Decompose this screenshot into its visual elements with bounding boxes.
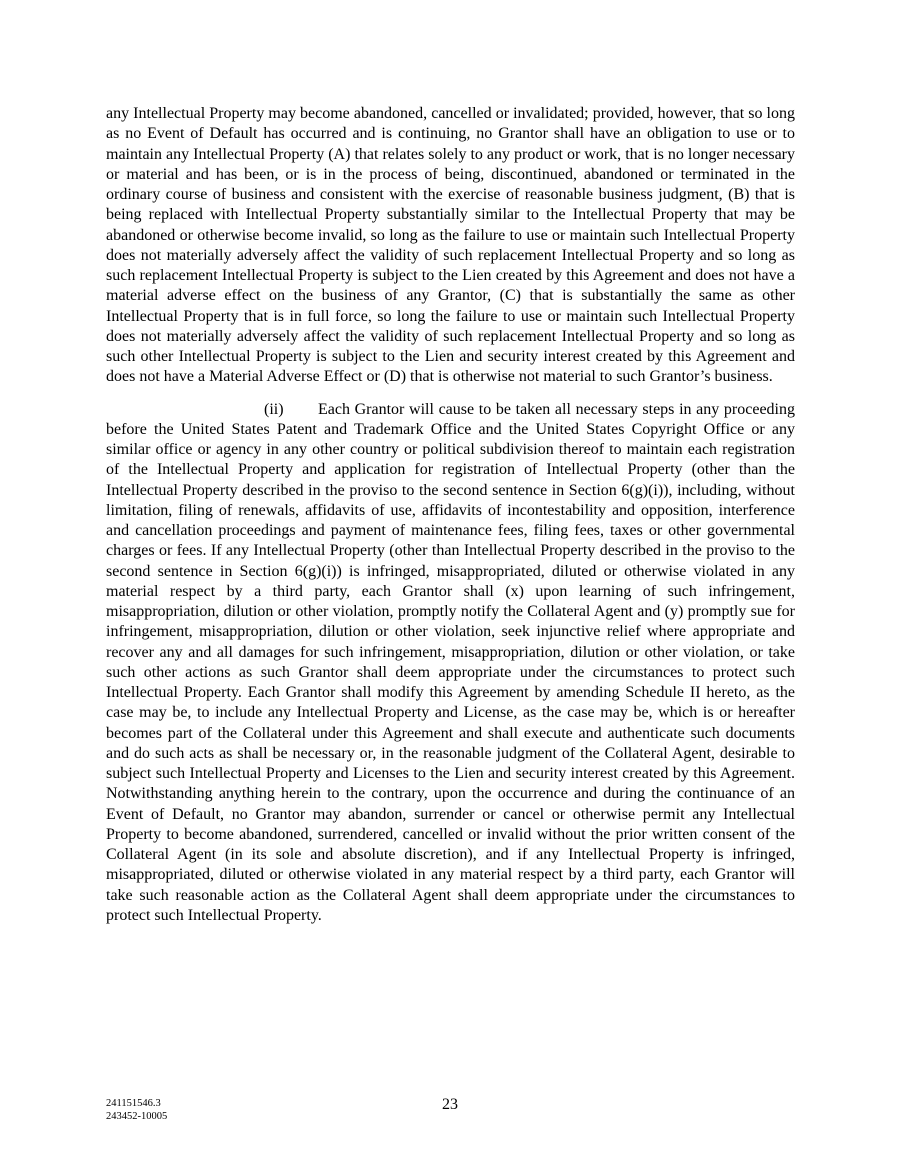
page-number: 23 [442,1096,458,1113]
document-body [106,104,795,926]
clause-label: (ii) [264,400,284,418]
paragraph-continuation: any Intellectual Property may become abandoned, cancelled or invalidated; provided, however, that so long as no Event of Default has occurred and is continuing, no Grantor shall have an obligation to use or to maintain any Intellectual Property (A) that relates solely to any product or work, that is no longer necessary or material and has been, or is in the process of being, discontinued, abandoned or terminated in the ordinary course of business and consistent with the exercise of reasonable business judgment, (B) that is being replaced with Intellectual Property substantially similar to the Intellectual Property that may be abandoned or otherwise become invalid, so long as the failure to use or maintain such Intellectual Property does not materially adversely affect the validity of such replacement Intellectual Property and so long as such replacement Intellectual Property is subject to the Lien created by this Agreement and does not have a material adverse effect on the business of any Grantor, (C) that is substantially the same as other Intellectual Property that is in full force, so long the failure to use or maintain such Intellectual Property does not materially adversely affect the validity of such replacement Intellectual Property and so long as such other Intellectual Property is subject to the Lien and security interest created by this Agreement and does not have a Material Adverse Effect or (D) that is otherwise not material to such Grantor’s business. [106,105,795,386]
clause-text: Each Grantor will cause to be taken all necessary steps in any proceeding before the United States Patent and Trademark Office and the United States Copyright Office or any similar office or agency in any other country or political subdivision thereof to maintain each registration of the Intellectual Property and application for registration of Intellectual Property (other than the Intellectual Property described in the proviso to the second sentence in Section 6(g)(i)), including, without limitation, filing of renewals, affidavits of use, affidavits of incontestability and opposition, interference and cancellation proceedings and payment of maintenance fees, filing fees, taxes or other governmental charges or fees. If any Intellectual Property (other than Intellectual Property described in the proviso to the second sentence in Section 6(g)(i)) is infringed, misappropriated, diluted or otherwise violated in any material respect by a third party, each Grantor shall (x) upon learning of such infringement, misappropriation, dilution or other violation, promptly notify the Collateral Agent and (y) promptly sue for infringement, misappropriation, dilution or other violation, seek injunctive relief where appropriate and recover any and all damages for such infringement, misappropriation, dilution or other violation, or take such other actions as such Grantor shall deem appropriate under the circumstances to protect such Intellectual Property. Each Grantor shall modify this Agreement by amending Schedule II hereto, as the case may be, to include any Intellectual Property and License, as the case may be, which is or hereafter becomes part of the Collateral under this Agreement and shall execute and authenticate such documents and do such acts as shall be necessary or, in the reasonable judgment of the Collateral Agent, desirable to subject such Intellectual Property and Licenses to the Lien and security interest created by this Agreement. Notwithstanding anything herein to the contrary, upon the occurrence and during the continuance of an Event of Default, no Grantor may abandon, surrender or cancel or otherwise permit any Intellectual Property to become abandoned, surrendered, cancelled or invalid without the prior written consent of the Collateral Agent (in its sole and absolute discretion), and if any Intellectual Property is infringed, misappropriated, diluted or otherwise violated in any material respect by a third party, each Grantor will take such reasonable action as the Collateral Agent shall deem appropriate under the circumstances to protect such Intellectual Property. [106,400,795,924]
paragraph-clause-ii [106,400,795,927]
footer-doc-id-1: 241151546.3 [106,1098,161,1109]
footer-doc-id-2: 243452-10005 [106,1111,168,1122]
